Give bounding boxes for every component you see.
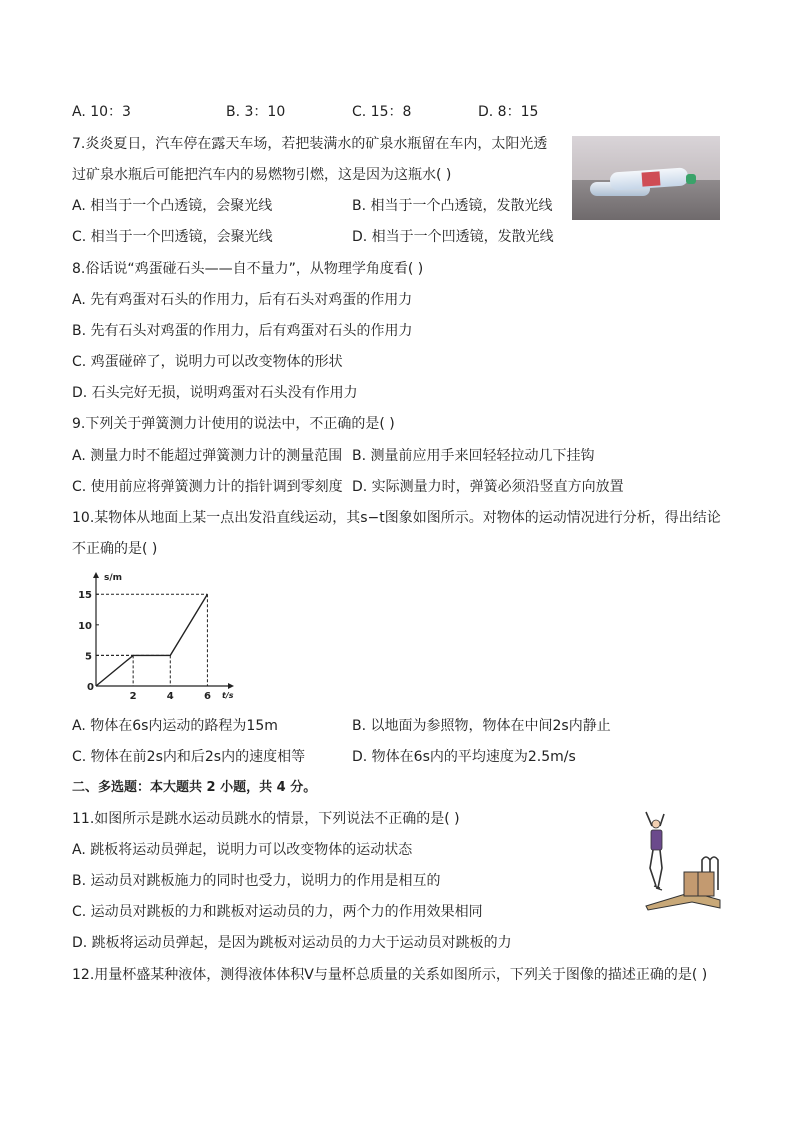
diver-figure-icon: [646, 812, 664, 890]
q9-stem: 9.下列关于弹簧测力计使用的说法中，不正确的是( ): [72, 416, 395, 432]
q7-stem-line1: 7.炎炎夏日，汽车停在露天车场，若把装满水的矿泉水瓶留在车内，太阳光透: [72, 136, 548, 152]
q9-option-d[interactable]: D. 实际测量力时，弹簧必须沿竖直方向放置: [352, 479, 624, 495]
q6-option-c[interactable]: C. 15：8: [352, 104, 412, 120]
q9-option-a[interactable]: A. 测量力时不能超过弹簧测力计的测量范围: [72, 448, 343, 464]
bottle-label-shape: [642, 171, 661, 186]
q8-option-d[interactable]: D. 石头完好无损，说明鸡蛋对石头没有作用力: [72, 385, 358, 401]
q12-stem: 12.用量杯盛某种液体，测得液体体积V与量杯总质量的关系如图所示，下列关于图像的描述正确的是( ): [72, 967, 708, 983]
q10-option-a[interactable]: A. 物体在6s内运动的路程为15m: [72, 718, 278, 734]
diving-board-icon: [646, 857, 720, 910]
q9-option-b[interactable]: B. 测量前应用手来回轻轻拉动几下挂钩: [352, 448, 595, 464]
q11-option-a[interactable]: A. 跳板将运动员弹起，说明力可以改变物体的运动状态: [72, 842, 413, 858]
q10-option-d[interactable]: D. 物体在6s内的平均速度为2.5m/s: [352, 749, 576, 765]
q11-stem: 11.如图所示是跳水运动员跳水的情景，下列说法不正确的是( ): [72, 811, 460, 827]
s-t-graph: [78, 572, 242, 702]
diver-illustration: [640, 810, 722, 916]
q6-option-b[interactable]: B. 3：10: [226, 104, 286, 120]
series-line: [96, 594, 207, 686]
q8-option-b[interactable]: B. 先有石头对鸡蛋的作用力，后有鸡蛋对石头的作用力: [72, 323, 413, 339]
q7-option-a[interactable]: A. 相当于一个凸透镜，会聚光线: [72, 198, 273, 214]
q11-option-c[interactable]: C. 运动员对跳板的力和跳板对运动员的力，两个力的作用效果相同: [72, 904, 483, 920]
q10-option-c[interactable]: C. 物体在前2s内和后2s内的速度相等: [72, 749, 306, 765]
q8-option-a[interactable]: A. 先有鸡蛋对石头的作用力，后有石头对鸡蛋的作用力: [72, 292, 413, 308]
q7-option-d[interactable]: D. 相当于一个凹透镜，发散光线: [352, 229, 554, 245]
q11-option-b[interactable]: B. 运动员对跳板施力的同时也受力，说明力的作用是相互的: [72, 873, 441, 889]
y-axis-arrow: [93, 572, 99, 578]
x-tick-label: 6: [203, 691, 211, 702]
y-axis-label: s/m: [104, 573, 123, 583]
q9-option-c[interactable]: C. 使用前应将弹簧测力计的指针调到零刻度: [72, 479, 343, 495]
q8-option-c[interactable]: C. 鸡蛋碰碎了，说明力可以改变物体的形状: [72, 354, 343, 370]
water-bottle-photo: [572, 136, 720, 220]
x-tick-label: 2: [129, 691, 137, 702]
q10-stem-line1: 10.某物体从地面上某一点出发沿直线运动，其s−t图象如图所示。对物体的运动情况进行分析，得出结论: [72, 510, 721, 526]
q7-stem-line2: 过矿泉水瓶后可能把汽车内的易燃物引燃，这是因为这瓶水( ): [72, 167, 452, 183]
q6-option-a[interactable]: A. 10：3: [72, 104, 131, 120]
q10-option-b[interactable]: B. 以地面为参照物，物体在中间2s内静止: [352, 718, 611, 734]
q7-option-c[interactable]: C. 相当于一个凹透镜，会聚光线: [72, 229, 273, 245]
section-heading-multiple-choice: 二、多选题：本大题共 2 小题，共 4 分。: [72, 780, 317, 795]
y-tick-label: 5: [85, 651, 92, 663]
q8-stem: 8.俗话说“鸡蛋碰石头——自不量力”，从物理学角度看( ): [72, 261, 424, 277]
bottle-cap-shape: [686, 174, 696, 184]
x-tick-label: 4: [166, 691, 174, 702]
q10-stem-line2: 不正确的是( ): [72, 541, 158, 557]
y-tick-label: 15: [78, 590, 92, 602]
x-axis-arrow: [228, 683, 234, 689]
x-axis-label: t/s: [222, 691, 234, 700]
q7-option-b[interactable]: B. 相当于一个凸透镜，发散光线: [352, 198, 553, 214]
y-tick-label: 10: [78, 620, 92, 632]
q11-option-d[interactable]: D. 跳板将运动员弹起，是因为跳板对运动员的力大于运动员对跳板的力: [72, 935, 512, 951]
origin-label: 0: [87, 682, 94, 693]
q6-option-d[interactable]: D. 8：15: [478, 104, 539, 120]
